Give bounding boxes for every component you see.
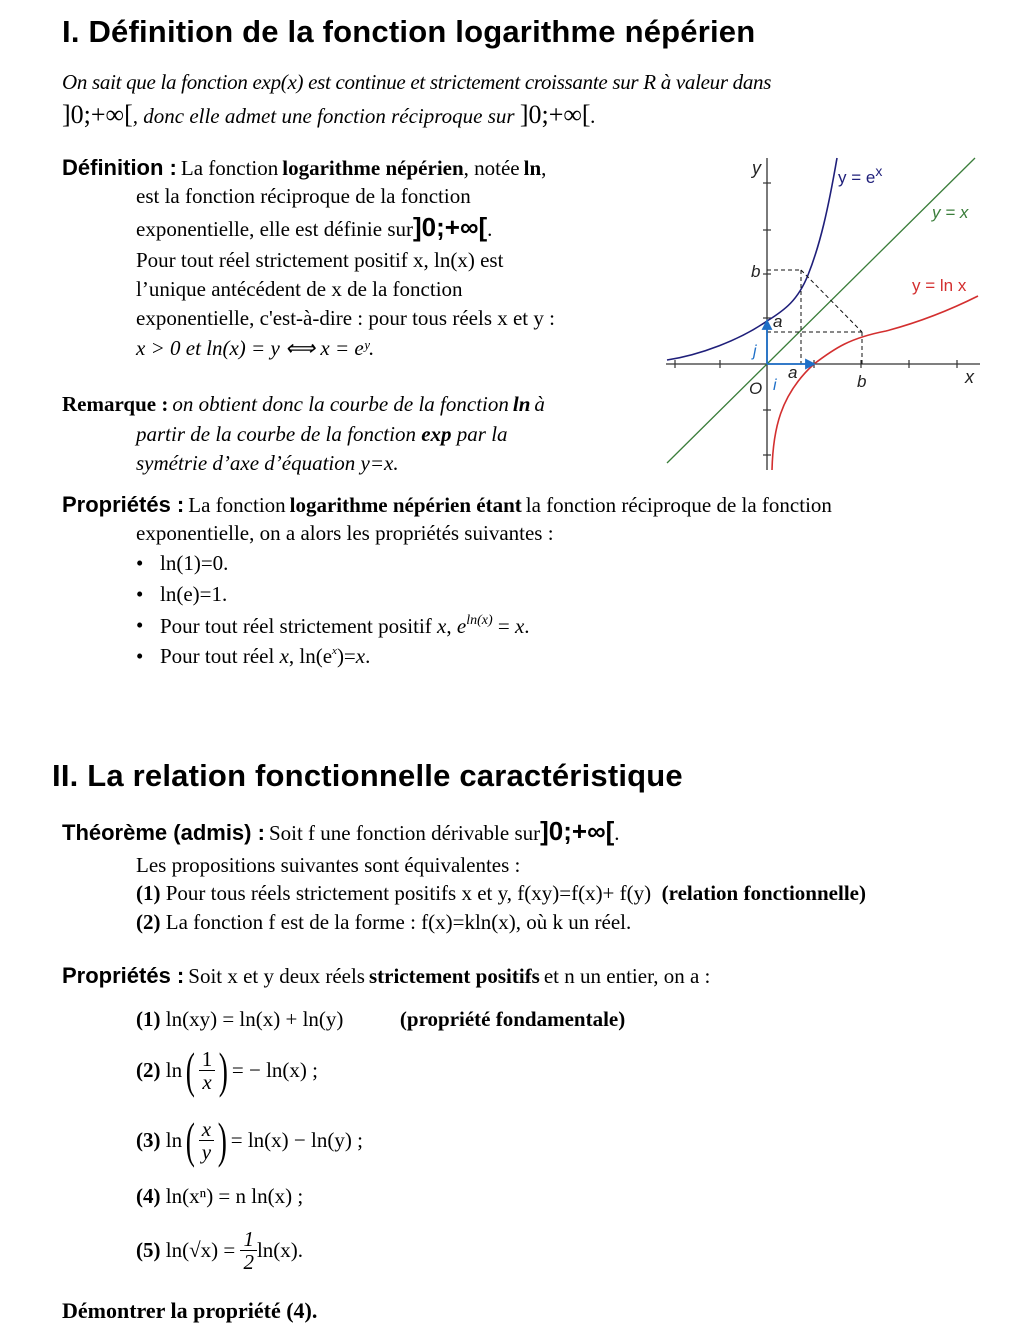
theorem-block: Théorème (admis) : Soit f une fonction dérivable sur]0;+∞[. (62, 816, 620, 846)
interval: ]0;+∞[ (62, 100, 133, 129)
definition-line2: est la fonction réciproque de la fonction (136, 184, 471, 208)
exp-curve (667, 158, 837, 360)
definition-label: Définition : (62, 155, 177, 180)
property-1: (1) ln(xy) = ln(x) + ln(y) (propriété fondamentale) (136, 1007, 626, 1031)
remark-block: Remarque : on obtient donc la courbe de la fonction ln à (62, 392, 545, 416)
svg-text:a: a (773, 312, 783, 331)
list-item: • ln(e)=1. (160, 582, 227, 607)
x-axis-label: x (965, 367, 974, 387)
intro-line1: On sait que la fonction exp(x) est continue et strictement croissante sur R à valeur dans (62, 70, 772, 94)
property-4: (4) ln(xⁿ) = n ln(x) ; (136, 1184, 304, 1208)
property-2: (2) ln ( $\frac{1}{x}$ ) = − ln(x) ; (136, 1042, 318, 1098)
theorem-prop2: (2) La fonction f est de la forme : f(x)=kln(x), où k un réel. (136, 910, 632, 934)
section1-title: I. Définition de la fonction logarithme népérien (62, 14, 756, 49)
list-item: • ln(1)=0. (160, 551, 228, 576)
theorem-line2: Les propositions suivantes sont équivalentes : (136, 853, 521, 877)
origin-label: O (749, 379, 763, 398)
properties1-label: Propriétés : (62, 492, 185, 517)
property-3: (3) ln ( $\frac{x}{y}$ ) = ln(x) − ln(y) ; (136, 1112, 363, 1168)
svg-text:b: b (751, 262, 761, 281)
svg-text:a: a (788, 363, 798, 382)
interval: ]0;+∞[ (540, 816, 615, 846)
log-exp-graph (660, 150, 1005, 480)
properties2-block: Propriétés : Soit x et y deux réels strictement positifs et n un entier, on a : (62, 963, 711, 988)
properties1-line2: exponentielle, on a alors les propriétés suivantes : (136, 521, 554, 545)
j-vector-label: j (753, 343, 757, 360)
interval: ]0;+∞[ (519, 100, 591, 129)
svg-text:b: b (857, 372, 867, 391)
remark-label: Remarque : (62, 392, 169, 416)
identity-label: y = x (932, 203, 969, 222)
property-5: (5) ln(√x) = $\frac{1}{2}$ ln(x). (136, 1226, 304, 1274)
theorem-label: Théorème (admis) : (62, 820, 265, 845)
definition-line3: exponentielle, elle est définie sur]0;+∞[. (136, 212, 493, 242)
definition-line6: exponentielle, c'est-à-dire : pour tous réels x et y : (136, 306, 555, 330)
identity-line (667, 158, 975, 463)
list-item: • Pour tout réel x, $\ln(e^x)=x$. (160, 644, 370, 669)
exercise-prompt: Démontrer la propriété (4). (62, 1298, 318, 1323)
remark-line3: symétrie d’axe d’équation y=x. (136, 451, 399, 475)
ln-curve (772, 296, 978, 470)
ln-curve-label: y = ln x (912, 276, 967, 295)
properties2-label: Propriétés : (62, 963, 185, 988)
theorem-prop1: (1) Pour tous réels strictement positifs x et y, f(xy)=f(x)+ f(y) (relation fonctionnelle) (136, 881, 866, 905)
list-item: • Pour tout réel strictement positif x, $e^{ln(x)} = x$. (160, 613, 530, 639)
definition-equivalence: x > 0 et ln(x) = y ⟺ x = eʸ. (136, 336, 375, 360)
properties1-block: Propriétés : La fonction logarithme népérien étant la fonction réciproque de la fonction (62, 492, 832, 517)
section2-title: II. La relation fonctionnelle caractéristique (52, 758, 683, 793)
remark-line2: partir de la courbe de la fonction exp par la (136, 422, 508, 446)
definition-block: Définition : La fonction logarithme népérien, notée ln, (62, 155, 547, 180)
interval: ]0;+∞[ (412, 212, 488, 242)
i-vector-label: i (773, 377, 777, 394)
exp-curve-label: $y = e^x$ (838, 163, 883, 187)
y-axis-label: y (752, 158, 761, 178)
definition-line4: Pour tout réel strictement positif x, ln(x) est (136, 248, 504, 272)
definition-line5: l’unique antécédent de x de la fonction (136, 277, 463, 301)
intro-line2: ]0;+∞[, donc elle admet une fonction réciproque sur ]0;+∞[. (62, 100, 596, 129)
